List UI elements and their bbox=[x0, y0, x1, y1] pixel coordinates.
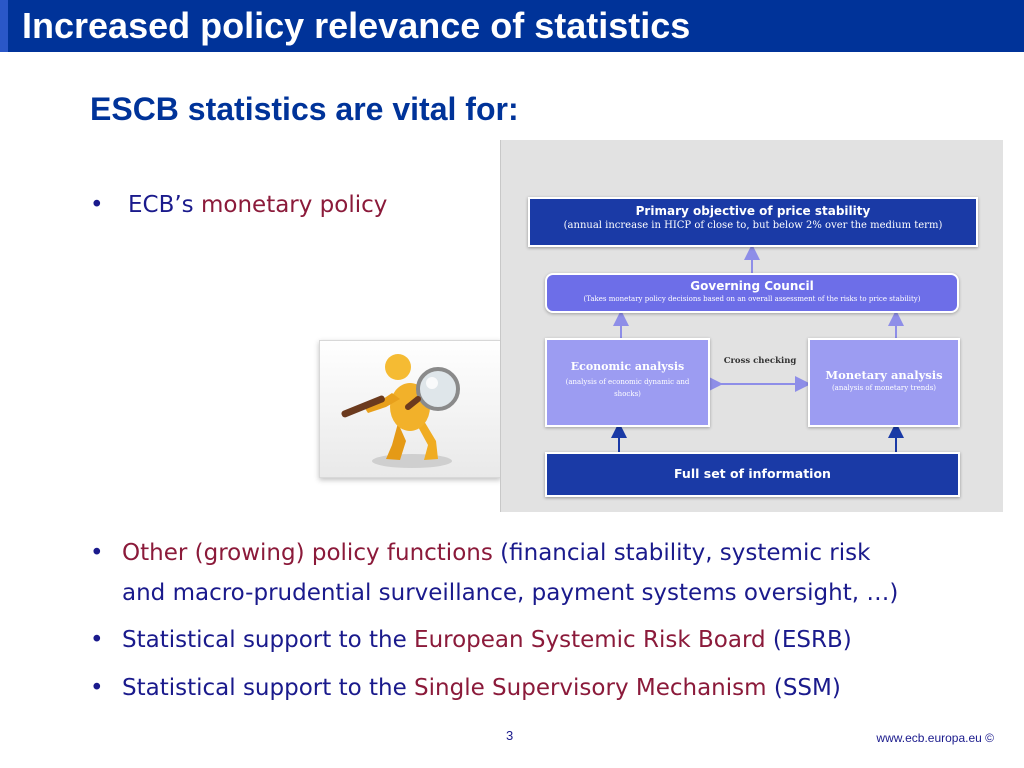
bullet-highlight: European Systemic Risk Board bbox=[414, 627, 766, 653]
slide-subtitle: ESCB statistics are vital for: bbox=[90, 91, 519, 127]
primary-objective-sub: (annual increase in HICP of close to, but below 2% over the medium term) bbox=[563, 220, 943, 231]
bullet-marker: • bbox=[90, 192, 104, 218]
bullet-text: Statistical support to the bbox=[122, 675, 415, 701]
monetary-analysis-title: Monetary analysis bbox=[825, 368, 943, 382]
title-accent bbox=[0, 0, 8, 52]
bullet-text-suffix: (SSM) bbox=[766, 675, 841, 701]
primary-objective-title: Primary objective of price stability bbox=[635, 204, 871, 218]
cross-checking-label: Cross checking bbox=[723, 356, 797, 366]
governing-council-sub: (Takes monetary policy decisions based on an overall assessment of the risks to price stability) bbox=[583, 295, 921, 303]
magnifier-figure-icon bbox=[320, 341, 500, 477]
bullet-marker: • bbox=[90, 627, 104, 653]
economic-analysis-box bbox=[545, 338, 710, 427]
full-information-label: Full set of information bbox=[674, 466, 831, 481]
page-number: 3 bbox=[506, 728, 514, 743]
bullet-text: Statistical support to the bbox=[122, 627, 415, 653]
monetary-analysis-box bbox=[808, 338, 960, 427]
bullet-marker: • bbox=[90, 675, 104, 701]
monetary-policy-diagram bbox=[500, 140, 1003, 512]
full-information-box bbox=[545, 452, 960, 497]
bullet-text-suffix: (ESRB) bbox=[765, 627, 852, 653]
primary-objective-box bbox=[528, 197, 978, 247]
magnifier-figure-image bbox=[319, 340, 501, 478]
bullet-text: ECB’s bbox=[128, 192, 201, 218]
economic-analysis-sub: (analysis of economic dynamic and shocks) bbox=[565, 378, 690, 398]
governing-council-box bbox=[545, 273, 959, 313]
bullet-text: (financial stability, systemic risk bbox=[492, 540, 871, 566]
bullet-highlight: Single Supervisory Mechanism bbox=[414, 675, 767, 701]
bullet-highlight: monetary policy bbox=[200, 192, 388, 218]
economic-analysis-title: Economic analysis bbox=[570, 360, 685, 373]
monetary-analysis-sub: (analysis of monetary trends) bbox=[831, 384, 937, 392]
slide-title: Increased policy relevance of statistics bbox=[22, 5, 691, 46]
bullet-text-line2: and macro-prudential surveillance, payment systems oversight, …) bbox=[122, 580, 899, 606]
footer-url-link[interactable]: www.ecb.europa.eu © bbox=[876, 731, 994, 745]
title-bar bbox=[0, 0, 1024, 52]
bullet-highlight: Other (growing) policy functions bbox=[122, 540, 493, 566]
governing-council-title: Governing Council bbox=[690, 279, 814, 293]
bullet-marker: • bbox=[90, 540, 104, 566]
